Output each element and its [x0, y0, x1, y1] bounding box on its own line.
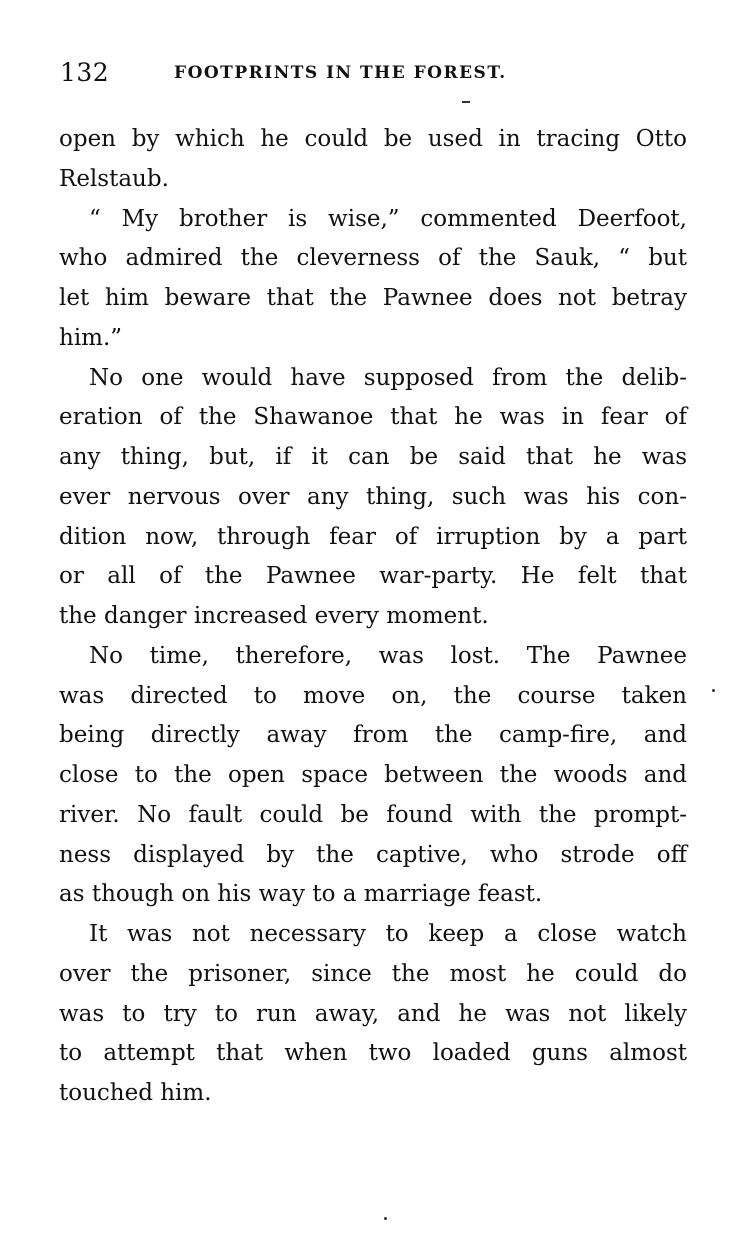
print-speck [384, 1217, 387, 1220]
text-line: No one would have supposed from the delib- [89, 364, 687, 391]
text-line: dition now, through fear of irruption by a part [59, 523, 687, 550]
text-line: who admired the cleverness of the Sauk, “ but [59, 245, 687, 272]
print-speck [462, 101, 470, 103]
text-line: was directed to move on, the course taken [59, 682, 687, 709]
text-line: to attempt that when two loaded guns almost [59, 1040, 687, 1067]
text-line: eration of the Shawanoe that he was in fear of [59, 404, 687, 431]
text-line: ever nervous over any thing, such was his con- [59, 483, 687, 510]
text-line: “ My brother is wise,” commented Deerfoot, [89, 205, 687, 232]
running-title: FOOTPRINTS IN THE FOREST. [174, 63, 507, 83]
text-line: as though on his way to a marriage feast. [59, 881, 543, 908]
text-line: the danger increased every moment. [59, 603, 489, 629]
text-line: It was not necessary to keep a close watch [89, 921, 687, 947]
text-line: was to try to run away, and he was not likely [59, 1000, 687, 1027]
text-line: being directly away from the camp-fire, and [59, 722, 687, 749]
print-speck [712, 689, 715, 692]
text-line: Relstaub. [59, 165, 169, 192]
text-line: No time, therefore, was lost. The Pawnee [89, 642, 687, 669]
text-line: river. No fault could be found with the prompt- [59, 801, 687, 828]
text-line: ness displayed by the captive, who strode off [59, 841, 687, 868]
page-number: 132 [60, 58, 110, 87]
text-line: him.” [59, 324, 123, 351]
running-head [60, 56, 690, 90]
text-line: any thing, but, if it can be said that he was [59, 444, 687, 470]
body-text [59, 120, 687, 1114]
text-line: over the prisoner, since the most he could do [59, 960, 687, 987]
text-line: or all of the Pawnee war-party. He felt that [59, 563, 687, 590]
text-line: close to the open space between the woods and [59, 762, 687, 788]
text-line: touched him. [59, 1080, 212, 1106]
text-line: open by which he could be used in tracing Otto [59, 126, 687, 152]
text-line: let him beware that the Pawnee does not betray [59, 285, 687, 311]
